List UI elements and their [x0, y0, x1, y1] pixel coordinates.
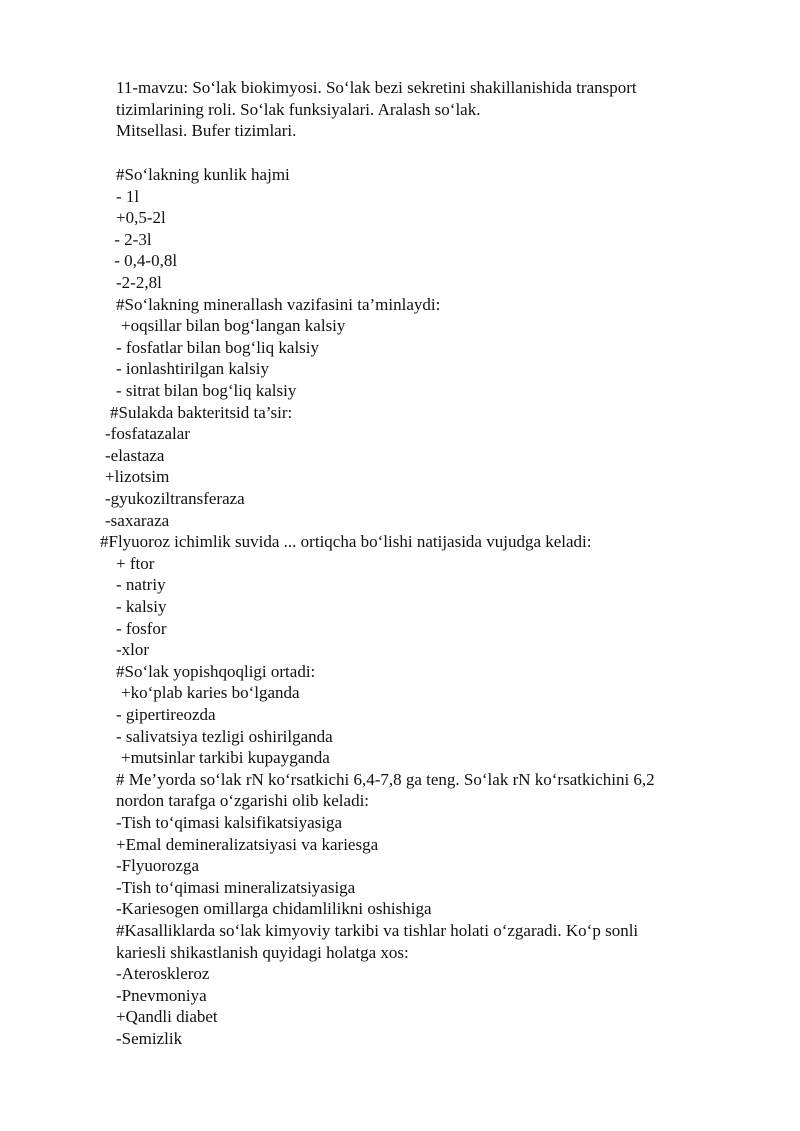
answer-option: - 1l [116, 187, 140, 206]
question-heading: #So‘lakning kunlik hajmi [116, 165, 290, 184]
question-heading: #Flyuoroz ichimlik suvida ... ortiqcha bo‘lishi natijasida vujudga keladi: [100, 532, 592, 551]
title-line-2: tizimlarining roli. So‘lak funksiyalari. Aralash so‘lak. [116, 100, 481, 119]
answer-option: -Semizlik [116, 1029, 183, 1048]
answer-option: - 2-3l [110, 230, 152, 249]
answer-option: -Flyuorozga [116, 856, 200, 875]
title-line-1: 11-mavzu: So‘lak biokimyosi. So‘lak bezi sekretini shakillanishida transport [116, 78, 637, 97]
answer-option: - fosfatlar bilan bog‘liq kalsiy [116, 338, 320, 357]
answer-option: - 0,4-0,8l [110, 251, 178, 270]
question-heading: #So‘lak yopishqoqligi ortadi: [116, 662, 316, 681]
answer-option: -xlor [116, 640, 150, 659]
answer-option: -elastaza [105, 446, 165, 465]
answer-option: -Ateroskleroz [116, 964, 210, 983]
question-heading: #Kasalliklarda so‘lak kimyoviy tarkibi va tishlar holati o‘zgaradi. Ko‘p sonli [116, 921, 639, 940]
answer-option: -Pnevmoniya [116, 986, 207, 1005]
answer-option: -Kariesogen omillarga chidamlilikni oshishiga [116, 899, 432, 918]
answer-option: - gipertireozda [116, 705, 216, 724]
answer-option: - fosfor [116, 619, 167, 638]
answer-option: + ftor [116, 554, 155, 573]
question-heading: #Sulakda bakteritsid ta’sir: [110, 403, 293, 422]
answer-option: -saxaraza [105, 511, 170, 530]
answer-option: +0,5-2l [116, 208, 166, 227]
answer-option: - ionlashtirilgan kalsiy [116, 359, 269, 378]
answer-option: +mutsinlar tarkibi kupayganda [121, 748, 330, 767]
answer-option: -2-2,8l [116, 273, 162, 292]
answer-option: +Qandli diabet [116, 1007, 218, 1026]
answer-option: - natriy [116, 575, 166, 594]
question-heading: # Me’yorda so‘lak rN ko‘rsatkichi 6,4-7,8 ga teng. So‘lak rN ko‘rsatkichini 6,2 [116, 770, 655, 789]
answer-option: -Tish to‘qimasi kalsifikatsiyasiga [116, 813, 343, 832]
title-line-3: Mitsellasi. Bufer tizimlari. [116, 121, 297, 140]
question-heading: kariesli shikastlanish quyidagi holatga xos: [116, 943, 409, 962]
answer-option: - sitrat bilan bog‘liq kalsiy [116, 381, 297, 400]
answer-option: +lizotsim [105, 467, 170, 486]
answer-option: -Tish to‘qimasi mineralizatsiyasiga [116, 878, 356, 897]
answer-option: +ko‘plab karies bo‘lganda [121, 683, 300, 702]
answer-option: - salivatsiya tezligi oshirilganda [116, 727, 333, 746]
question-heading: #So‘lakning minerallash vazifasini ta’minlaydi: [116, 295, 441, 314]
answer-option: - kalsiy [116, 597, 167, 616]
answer-option: -fosfatazalar [105, 424, 190, 443]
answer-option: +oqsillar bilan bog‘langan kalsiy [121, 316, 346, 335]
answer-option: -gyukoziltransferaza [105, 489, 245, 508]
question-heading: nordon tarafga o‘zgarishi olib keladi: [116, 791, 370, 810]
answer-option: +Emal demineralizatsiyasi va kariesga [116, 835, 379, 854]
